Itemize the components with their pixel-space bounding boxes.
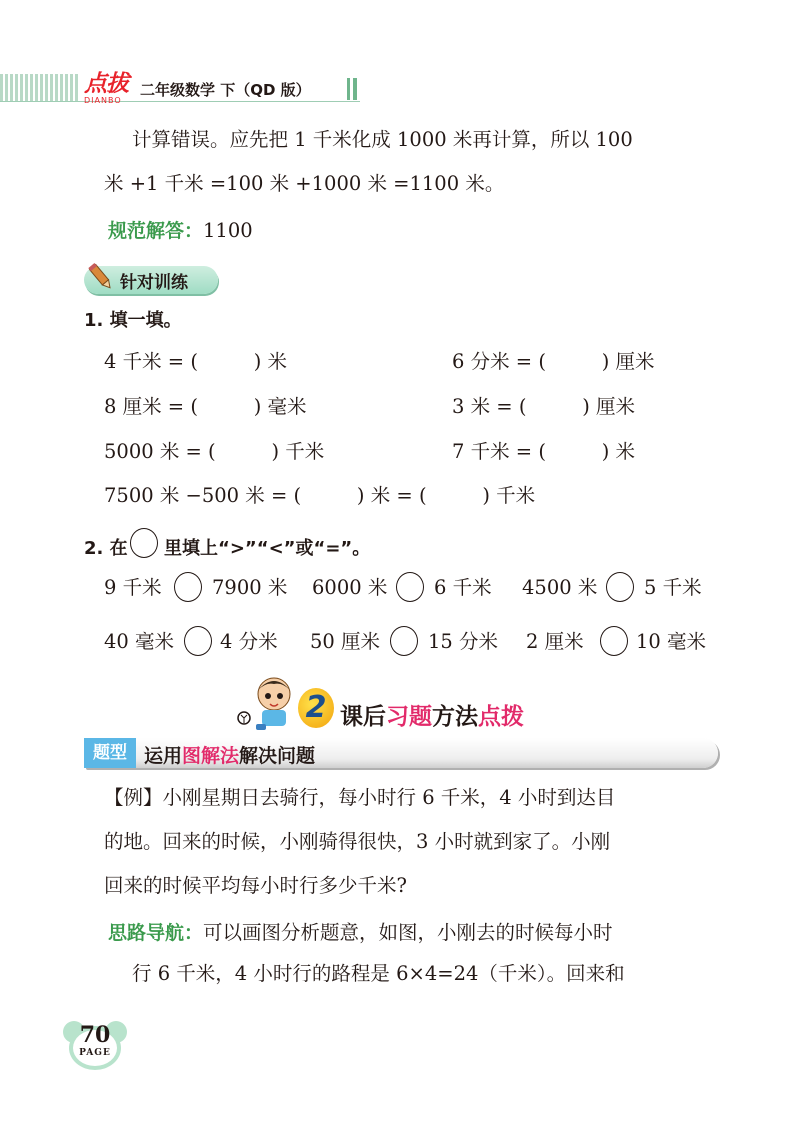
q2-r2-a-left: 40 毫米 [104, 630, 175, 653]
section-title-part-3: 方法 [432, 704, 478, 730]
q2-r1-c-right: 5 千米 [644, 576, 702, 599]
example-line-3: 回来的时候平均每小时行多少千米? [104, 874, 407, 897]
topic-tag: 题型 [84, 738, 136, 768]
question-2-title-end: 里填上“>”“<”或“=”。 [164, 538, 371, 559]
answer-block [108, 216, 253, 243]
guide-block [108, 918, 613, 945]
compare-circle[interactable] [184, 626, 212, 656]
topic-title-part-2: 图解法 [182, 745, 240, 767]
header-bars-decoration [347, 78, 357, 100]
q1-row1-right: 6 分米 = ( ) 厘米 [452, 350, 655, 373]
q2-r1-b-left: 6000 米 [312, 576, 388, 599]
example-line-2: 的地。回来的时候，小刚骑得很快，3 小时就到家了。小刚 [104, 830, 611, 853]
logo-subtext: DIANBO [84, 96, 122, 105]
q2-r1-b-right: 6 千米 [434, 576, 492, 599]
q2-r2-a-right: 4 分米 [220, 630, 278, 653]
example-line-1: 【例】小刚星期日去骑行，每小时行 6 千米，4 小时到达目 [104, 786, 616, 809]
q2-r1-a-left: 9 千米 [104, 576, 162, 599]
q1-row2-left: 8 厘米 = ( ) 毫米 [104, 395, 307, 418]
book-title: 二年级数学 下（QD 版） [140, 81, 311, 99]
intro-line-1: 计算错误。应先把 1 千米化成 1000 米再计算，所以 100 [132, 128, 633, 151]
compare-circle[interactable] [396, 572, 424, 602]
pencil-icon [86, 262, 116, 292]
compare-circle-example [130, 528, 158, 558]
compare-circle[interactable] [600, 626, 628, 656]
topic-title [144, 741, 315, 768]
q1-row3-right: 7 千米 = ( ) 米 [452, 440, 636, 463]
cartoon-boy-icon [236, 674, 300, 734]
guide-line-2: 行 6 千米，4 小时行的路程是 6×4=24（千米）。回来和 [132, 962, 625, 985]
page-number: 70 [79, 1022, 111, 1048]
page-word: PAGE [79, 1048, 111, 1058]
answer-label: 规范解答： [108, 220, 204, 242]
brand-logo [84, 72, 132, 105]
q1-row4: 7500 米 −500 米 = ( ) 米 = ( ) 千米 [104, 484, 536, 507]
question-1-title: 1. 填一填。 [84, 310, 182, 331]
section-title [340, 698, 524, 731]
intro-line-2: 米 +1 千米 =100 米 +1000 米 =1100 米。 [104, 172, 505, 195]
question-2-title-start: 2. 在 [84, 538, 128, 559]
q2-r2-c-right: 10 毫米 [636, 630, 707, 653]
compare-circle[interactable] [606, 572, 634, 602]
guide-line-1: 可以画图分析题意，如图，小刚去的时候每小时 [203, 921, 613, 944]
q1-row2-right: 3 米 = ( ) 厘米 [452, 395, 636, 418]
compare-circle[interactable] [174, 572, 202, 602]
section-title-part-1: 课后 [340, 704, 386, 730]
logo-text: 点拔 [84, 70, 128, 97]
guide-label: 思路导航： [108, 922, 204, 944]
section-title-part-2: 习题 [386, 704, 432, 730]
q2-r1-a-right: 7900 米 [212, 576, 288, 599]
q2-r2-b-left: 50 厘米 [310, 630, 381, 653]
practice-badge-label: 针对训练 [120, 273, 188, 293]
topic-title-part-1: 运用 [144, 745, 183, 767]
compare-circle[interactable] [390, 626, 418, 656]
header-rule [0, 101, 360, 102]
q2-r1-c-left: 4500 米 [522, 576, 598, 599]
q2-r2-c-left: 2 厘米 [526, 630, 584, 653]
section-title-part-4: 点拨 [478, 704, 524, 730]
section-number: 2 [298, 688, 334, 728]
header-stripes [0, 74, 80, 102]
q1-row3-left: 5000 米 = ( ) 千米 [104, 440, 325, 463]
q2-r2-b-right: 15 分米 [428, 630, 499, 653]
answer-value: 1100 [203, 219, 253, 242]
q1-row1-left: 4 千米 = ( ) 米 [104, 350, 288, 373]
topic-title-part-3: 解决问题 [239, 745, 316, 767]
